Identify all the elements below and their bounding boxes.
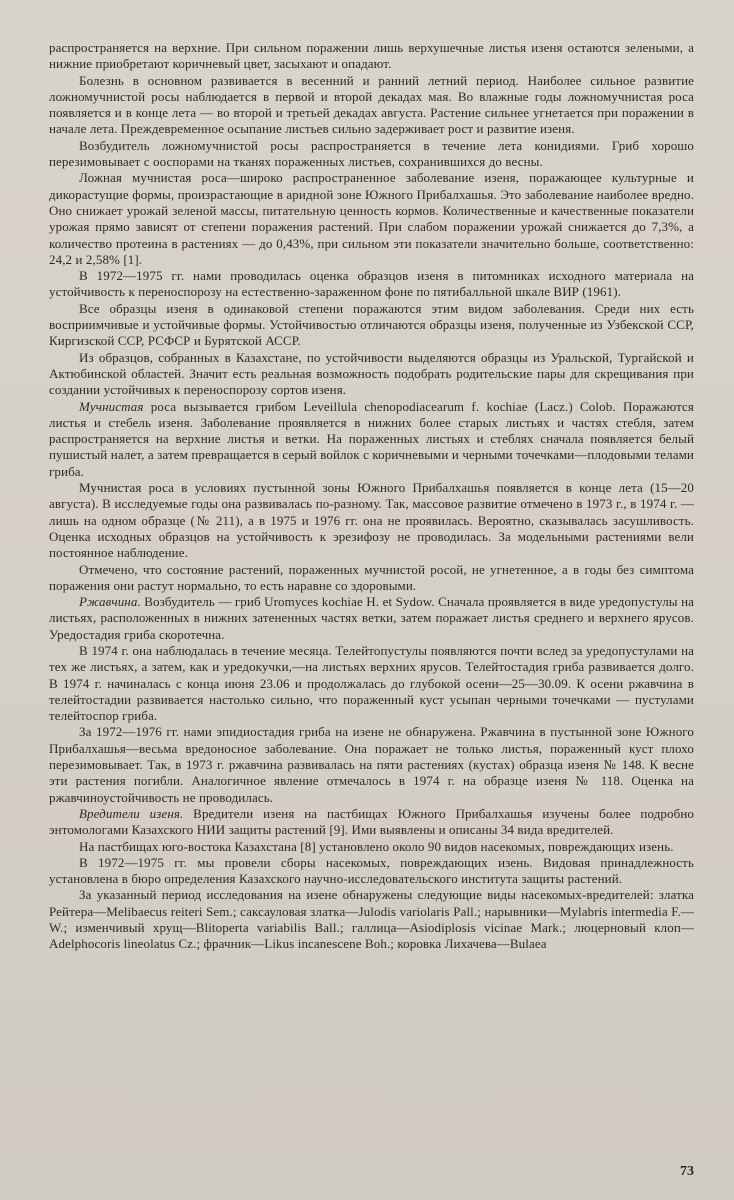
section-lead: Вредители изеня. — [79, 805, 184, 821]
text-body — [49, 40, 694, 953]
paragraph-text: Все образцы изеня в одинаковой степени поражаются этим видом заболевания. Среди них есть восприимчивые и устойчивые формы. Устойчивостью отличаются образцы изеня, полученные из Узбекской ССР, Киргизской ССР, РСФСР и Бурятской АССР. — [49, 300, 694, 349]
section-lead: Мучнистая — [79, 398, 144, 414]
paragraph — [49, 350, 694, 399]
paragraph — [49, 594, 694, 643]
paragraph — [49, 887, 694, 952]
paragraph-text: На пастбищах юго-востока Казахстана [8] установлено около 90 видов насекомых, повреждающих изень. — [79, 838, 674, 854]
paragraph — [49, 301, 694, 350]
page-number: 73 — [680, 1164, 694, 1179]
paragraph-text: В 1972—1975 гг. нами проводилась оценка образцов изеня в питомниках исходного материала на устойчивость к переноспорозу на естественно-зараженном фоне по пятибалльной шкале ВИР (1961). — [49, 268, 694, 300]
paragraph-text: Болезнь в основном развивается в весенний и ранний летний период. Наиболее сильное развитие ложномучнистой росы наблюдается в первой и второй декадах мая. Во влажные годы ложномучнистая роса появляется и в конце лета — во второй и третьей декадах августа. Растение сильнее угнетается при поражении в начале лета. Преждевременное осыпание листьев сильно задерживает рост и развитие изеня. — [49, 72, 694, 137]
paragraph-text: Возбудитель ложномучнистой росы распространяется в течение лета конидиями. Гриб хорошо перезимовывает с ооспорами на тканях пораженных листьев, сохранившихся до весны. — [49, 137, 694, 170]
paragraph-text: В 1972—1975 гг. мы провели сборы насекомых, повреждающих изень. Видовая принадлежность установлена в бюро определения Казахского научно-исследовательского института защиты растений. — [49, 854, 694, 887]
paragraph-text: За указанный период исследования на изене обнаружены следующие виды насекомых-вредителей: златка Рейтера—Melibaecus reiteri Sem.; саксауловая златка—Julodis variolaris Pall.; нарывники—Mylabris intermedia F.—W.; изменчивый хрущ—Blitoperta variabilis Ball.; галлица—Asiodiplosis vicinae Mark.; люцерновый клоп—Adelphocoris lineolatus Cz.; фрачник—Likus incanescene Boh.; коровка Лихачева—Bulaea — [49, 887, 694, 952]
paragraph — [49, 724, 694, 805]
section-lead: Ржавчина. — [79, 594, 141, 610]
paragraph — [49, 480, 694, 561]
paragraph-text: распространяется на верхние. При сильном поражении лишь верхушечные листья изеня остаются зелеными, а нижние приобретают коричневый цвет, засыхают и опадают. — [49, 40, 694, 72]
paragraph — [49, 268, 694, 301]
paragraph — [49, 562, 694, 595]
paragraph — [49, 839, 694, 855]
paragraph — [49, 138, 694, 171]
paragraph-text: Возбудитель — гриб Uromyces kochiae H. et Sydow. Сначала проявляется в виде уредопустулы на листьях, расположенных в нижних затененных частях ветки, затем поражает листья среднего и верхнего ярусов. Уредостадия гриба скоротечна. — [49, 594, 694, 642]
paragraph-text: Из образцов, собранных в Казахстане, по устойчивости выделяются образцы из Уральской, Тургайской и Актюбинской областей. Значит есть реальная возможность подобрать родительские пары для скрещивания при создании устойчивых к переноспорозу сортов изеня. — [49, 349, 694, 398]
paragraph-text: Отмечено, что состояние растений, пораженных мучнистой росой, не угнетенное, а в годы без симптома поражения они растут нормально, то есть наравне со здоровыми. — [49, 561, 694, 593]
paragraph-text: Ложная мучнистая роса—широко распространенное заболевание изеня, поражающее культурные и дикорастущие формы, произрастающие в аридной зоне Южного Прибалхашья. Это заболевание наиболее вредно. Оно снижает урожай зеленой массы, питательную ценность кормов. Количественные и качественные показатели урожая прямо зависят от степени поражения растений. При слабом поражении урожай снижается до 7,3%, а количество протеина в растениях — до 0,43%, при сильном эти показатели значительно больше, соответственно: 24,2 и 2,58% [1]. — [49, 170, 694, 267]
paragraph-text: За 1972—1976 гг. нами эпидиостадия гриба на изене не обнаружена. Ржавчина в пустынной зоне Южного Прибалхашья—весьма вредоносное заболевание. Она поражает не только листья, пораженный куст плохо перезимовывает. Так, в 1973 г. ржавчина развивалась на пяти растениях (кустах) образца изеня № 148. К весне эти растения погибли. Аналогичное явление отмечалось в 1974 г. на образце изеня № 118. Оценка на ржавчиноустойчивость не проводилась. — [49, 724, 694, 805]
paragraph-text: Вредители изеня на пастбищах Южного Прибалхашья изучены более подробно энтомологами Казахского НИИ защиты растений [9]. Ими выявлены и описаны 34 вида вредителей. — [49, 805, 694, 838]
paragraph — [49, 170, 694, 268]
paragraph — [49, 643, 694, 724]
paragraph — [49, 73, 694, 138]
paragraph — [49, 40, 694, 73]
paragraph — [49, 806, 694, 839]
paragraph-text: Мучнистая роса в условиях пустынной зоны Южного Прибалхашья появляется в конце лета (15—20 августа). В исследуемые годы она развивалась по-разному. Так, массовое развитие отмечено в 1973 г., в 1974 г. — лишь на одном образце (№ 211), а в 1975 и 1976 гг. она не проявилась. Вероятно, сказывалась засушливость. Оценка исходных образцов на устойчивость к эрезифозу не проводилась. За модельными растениями вели постоянное наблюдение. — [49, 480, 694, 561]
paragraph — [49, 399, 694, 480]
paragraph-text: В 1974 г. она наблюдалась в течение месяца. Телейтопустулы появляются почти вслед за уредопустулами на тех же листьях, а затем, как и уредокучки,—на листьях верхних ярусов. Телейтостадия гриба развивается долго. В 1974 г. начиналась с конца июня 23.06 и продолжалась до глубокой осени—25—30.09. К осени ржавчина в телейтостадии развивается настолько сильно, что пораженный куст усыпан черными точечками — пустулами телейтоспор гриба. — [49, 642, 694, 724]
paragraph — [49, 855, 694, 888]
paragraph-text: роса вызывается грибом Leveillula chenopodiacearum f. kochiae (Lacz.) Colob. Поражаются листья и стебель изеня. Заболевание проявляется в нижних более старых листьях и частях стебля, затем распространяется на верхние листья и ветки. На пораженных листьях и стеблях сначала появляется белый пушистый налет, а затем превращается в серый войлок с коричневыми и черными точечками—плодовыми телами гриба. — [49, 398, 694, 479]
